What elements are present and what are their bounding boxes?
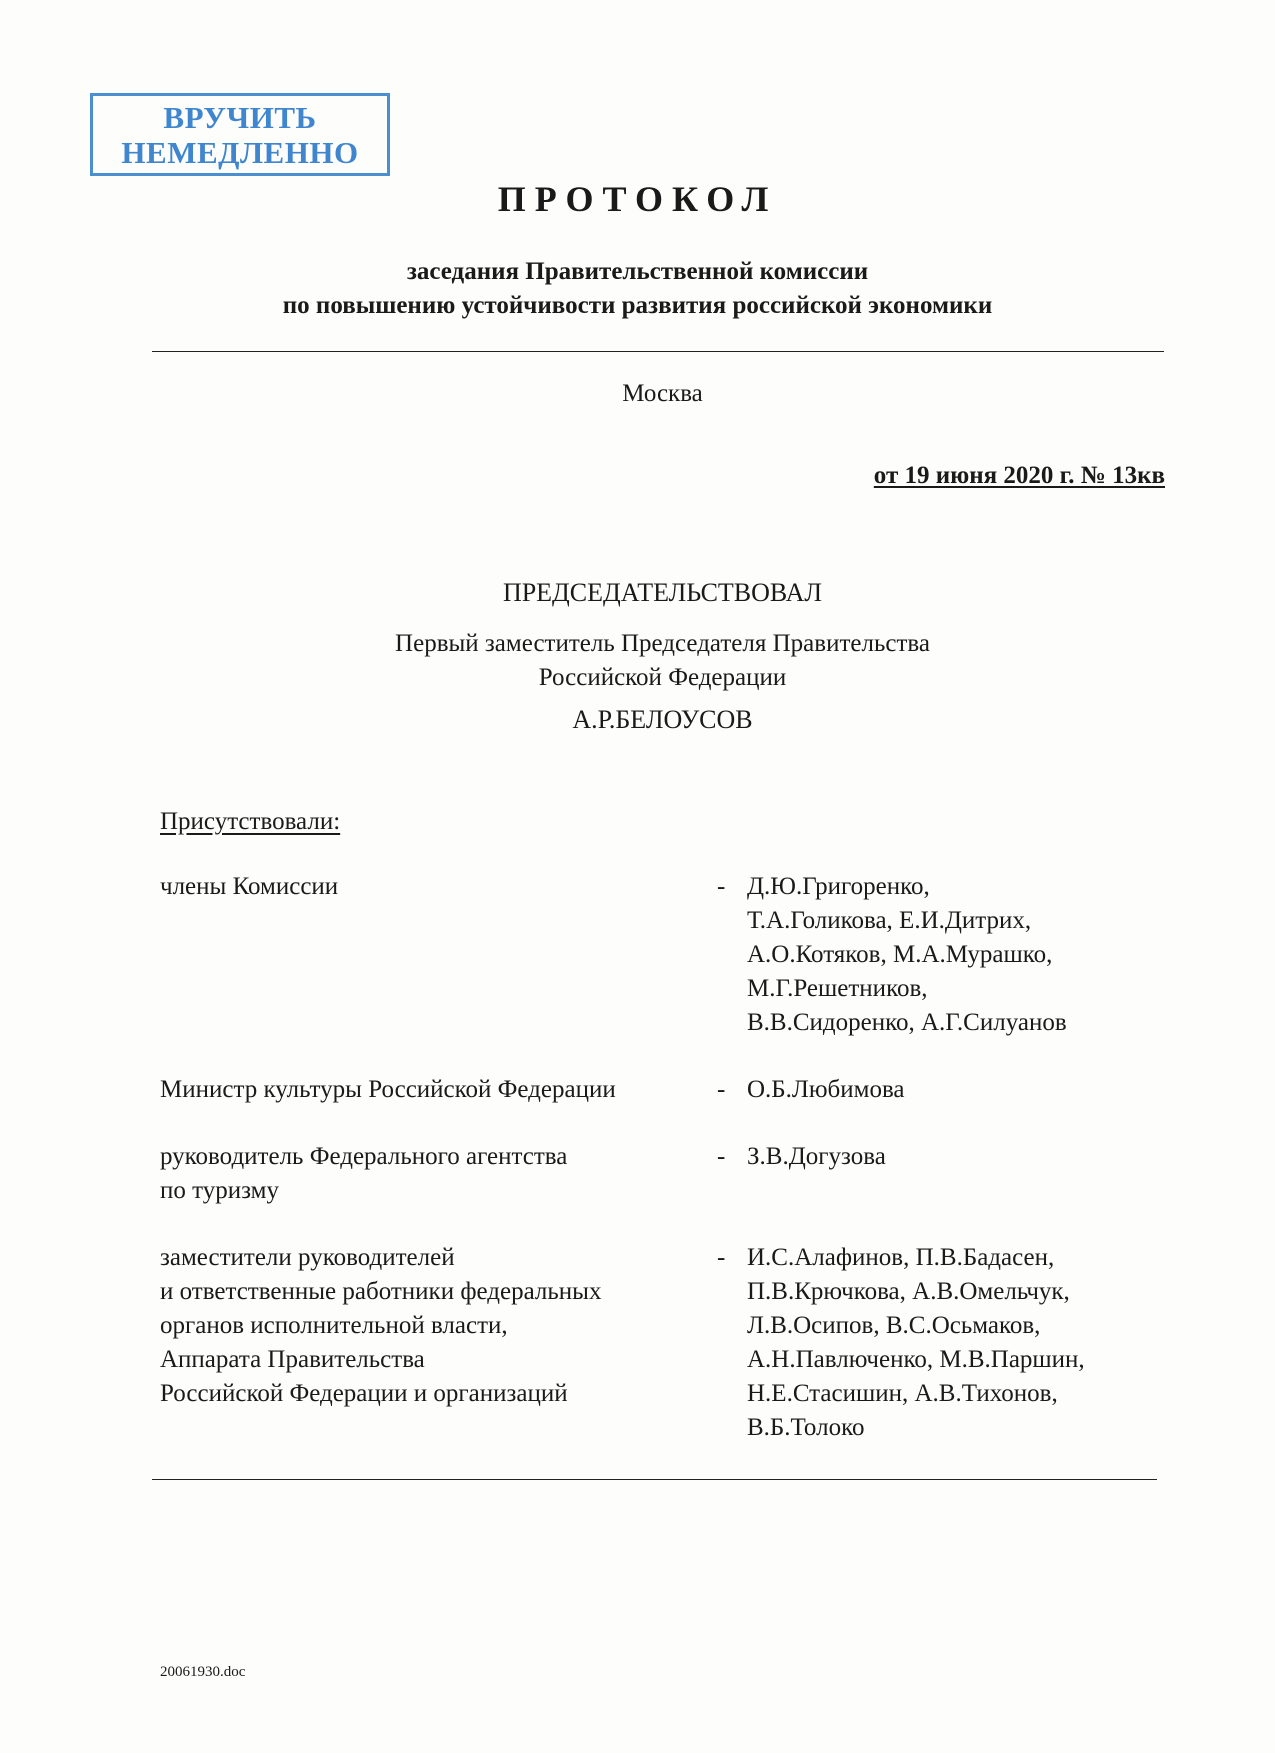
subtitle-line-2: по повышению устойчивости развития российской экономики [282, 292, 993, 319]
attendee-names [747, 870, 1177, 1040]
attendee-names-line: П.В.Крючкова, А.В.Омельчук, [747, 1278, 1070, 1305]
attendee-dash: - [717, 1244, 726, 1271]
attendee-role-line: руководитель Федерального агентства [160, 1143, 568, 1170]
header-divider [152, 351, 1164, 352]
chair-heading: ПРЕДСЕДАТЕЛЬСТВОВАЛ [502, 578, 823, 607]
attendee-names-line: Д.Ю.Григоренко, [747, 873, 930, 900]
chair-position-line-2: Российской Федерации [538, 664, 787, 691]
chair-name: А.Р.БЕЛОУСОВ [572, 705, 753, 734]
attendee-role-line: Российской Федерации и организаций [160, 1380, 568, 1407]
attendee-role-line: члены Комиссии [160, 873, 339, 900]
protocol-date-number: от 19 июня 2020 г. № 13кв [873, 462, 1165, 489]
attendee-role-line: Министр культуры Российской Федерации [160, 1076, 616, 1103]
stamp-line-2: НЕМЕДЛЕННО [121, 135, 359, 170]
chair-position [0, 627, 1275, 695]
chair-position-line-1: Первый заместитель Председателя Правительства [395, 630, 930, 657]
attendee-names-line: З.В.Догузова [747, 1143, 886, 1170]
attendee-dash: - [717, 873, 726, 900]
urgent-stamp [90, 93, 390, 176]
attendee-names-line: Л.В.Осипов, В.С.Осьмаков, [747, 1312, 1041, 1339]
attendee-names-line: Т.А.Голикова, Е.И.Дитрих, [747, 907, 1032, 934]
subtitle-line-1: заседания Правительственной комиссии [406, 258, 869, 285]
attendee-names [747, 1073, 1177, 1107]
document-subtitle [0, 255, 1275, 323]
stamp-line-1: ВРУЧИТЬ [163, 100, 317, 135]
attendee-names-line: О.Б.Любимова [747, 1076, 905, 1103]
attendee-names-line: А.О.Котяков, М.А.Мурашко, [747, 941, 1053, 968]
attendee-dash: - [717, 1076, 726, 1103]
attendee-role-line: заместители руководителей [160, 1244, 455, 1271]
city: Москва [622, 380, 703, 407]
attendee-names-line: А.Н.Павлюченко, М.В.Паршин, [747, 1346, 1085, 1373]
footer-filename: 20061930.doc [160, 1664, 246, 1680]
present-heading: Присутствовали: [160, 808, 341, 835]
attendee-role-line: органов исполнительной власти, [160, 1312, 508, 1339]
attendee-dash: - [717, 1143, 726, 1170]
attendee-names-line: В.В.Сидоренко, А.Г.Силуанов [747, 1009, 1067, 1036]
attendee-names [747, 1140, 1177, 1174]
attendee-role [160, 870, 700, 904]
attendee-names [747, 1241, 1177, 1445]
attendee-role-line: и ответственные работники федеральных [160, 1278, 602, 1305]
attendee-names-line: Н.Е.Стасишин, А.В.Тихонов, [747, 1380, 1058, 1407]
attendee-role [160, 1073, 700, 1107]
attendee-role-line: Аппарата Правительства [160, 1346, 425, 1373]
attendee-names-line: И.С.Алафинов, П.В.Бадасен, [747, 1244, 1055, 1271]
document-title: ПРОТОКОЛ [497, 179, 778, 219]
attendee-names-line: В.Б.Толоко [747, 1414, 865, 1441]
attendee-role [160, 1140, 700, 1208]
footer-divider [152, 1479, 1157, 1480]
attendee-role-line: по туризму [160, 1177, 279, 1204]
attendee-names-line: М.Г.Решетников, [747, 975, 928, 1002]
attendee-role [160, 1241, 700, 1411]
